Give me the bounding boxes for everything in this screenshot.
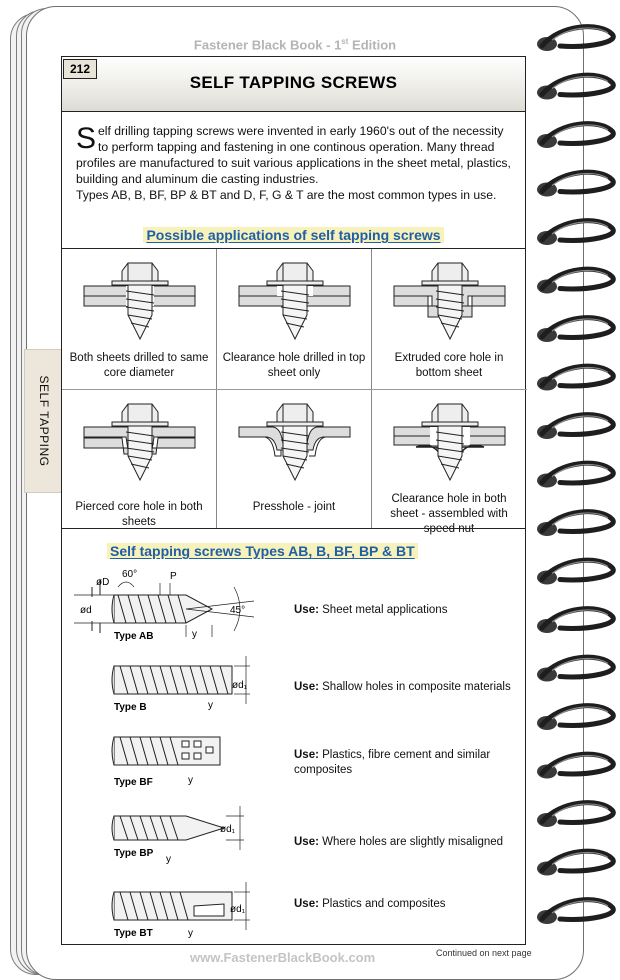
dim-od: ød	[80, 605, 92, 616]
book-title-suffix: Edition	[348, 37, 397, 53]
type-bp-diagram	[74, 802, 274, 877]
book-title	[60, 37, 530, 52]
drop-cap: S	[76, 122, 97, 155]
dim-y: y	[166, 854, 171, 865]
dim-od1: ød₁	[232, 680, 248, 691]
application-cell-extruded	[372, 249, 526, 389]
same-core-diagram	[82, 257, 197, 347]
continued-note: Continued on next page	[436, 948, 532, 958]
use-label: Use:	[294, 749, 319, 761]
dim-oD: øD	[96, 577, 110, 588]
divider	[62, 528, 525, 529]
dim-45: 45°	[230, 605, 246, 616]
types-title-text: Self tapping screws Types AB, B, BF, BP & BT	[107, 543, 418, 559]
type-use	[294, 603, 519, 618]
application-cell-speed-nut	[372, 390, 526, 535]
type-use	[294, 748, 519, 778]
types-title	[107, 543, 418, 559]
footer-url[interactable]: www.FastenerBlackBook.com	[190, 950, 376, 965]
dim-od1: ød₁	[230, 904, 246, 915]
applications-title	[62, 227, 525, 243]
type-name: Type BF	[114, 777, 153, 788]
dim-od1: ød₁	[220, 824, 236, 835]
dim-y: y	[188, 928, 193, 939]
type-row-b	[62, 652, 527, 722]
dim-y: y	[192, 629, 197, 640]
intro-paragraph: elf drilling tapping screws were invented in early 1960's out of the necessity to perform tapping and fastening in one continous operation. Many thread profiles are manufactured to suit various applications in the sheet metal, plastics, building and aluminum die casting industries.	[76, 124, 511, 186]
application-cell-pierced	[62, 390, 216, 530]
application-caption: Pierced core hole in both sheets	[75, 501, 203, 528]
applications-title-text: Possible applications of self tapping screws	[143, 227, 443, 243]
clearance-top-diagram	[237, 257, 352, 347]
page-number: 212	[63, 59, 97, 79]
use-label: Use:	[294, 836, 319, 848]
extruded-diagram	[392, 257, 507, 347]
intro-types-line: Types AB, B, BF, BP & BT and D, F, G & T are the most common types in use.	[76, 188, 497, 202]
spiral-binding	[530, 20, 620, 980]
use-label: Use:	[294, 898, 319, 910]
application-cell-clearance-top	[217, 249, 371, 389]
type-b-diagram	[74, 652, 274, 722]
use-text: Sheet metal applications	[322, 604, 448, 616]
use-text: Plastics and composites	[322, 898, 446, 910]
type-row-bp	[62, 802, 527, 877]
type-bf-diagram	[74, 727, 274, 797]
use-label: Use:	[294, 681, 319, 693]
type-name: Type AB	[114, 631, 154, 642]
book-title-text: Fastener Black Book - 1	[193, 37, 342, 53]
type-use	[294, 835, 519, 850]
dim-y: y	[188, 775, 193, 786]
application-caption: Clearance hole drilled in top sheet only	[222, 352, 366, 379]
dim-60: 60°	[122, 569, 138, 580]
use-label: Use:	[294, 604, 319, 616]
application-caption: Both sheets drilled to same core diameter	[69, 352, 209, 379]
application-cell-same-core	[62, 249, 216, 389]
content-frame	[61, 56, 526, 945]
intro-text	[76, 123, 516, 203]
page-title: SELF TAPPING SCREWS	[189, 73, 398, 92]
side-tab[interactable]	[24, 349, 64, 493]
page-header	[62, 57, 525, 112]
type-row-bt	[62, 882, 527, 944]
application-caption: Presshole - joint	[252, 501, 336, 513]
type-row-ab	[62, 567, 527, 647]
type-bt-diagram	[74, 882, 274, 944]
use-text: Plastics, fibre cement and similar composites	[294, 749, 491, 776]
use-text: Where holes are slightly misaligned	[322, 836, 504, 848]
presshole-diagram	[237, 398, 352, 488]
pierced-diagram	[82, 398, 197, 488]
dim-p: P	[170, 571, 177, 582]
type-row-bf	[62, 727, 527, 797]
use-text: Shallow holes in composite materials	[322, 681, 511, 693]
type-use	[294, 680, 519, 695]
dim-y: y	[208, 700, 213, 711]
application-cell-presshole	[217, 390, 371, 530]
type-use	[294, 897, 519, 912]
type-name: Type BT	[114, 928, 153, 939]
application-caption: Extruded core hole in bottom sheet	[394, 352, 504, 379]
type-name: Type BP	[114, 848, 154, 859]
type-name: Type B	[114, 702, 147, 713]
side-tab-label: SELF TAPPING	[37, 375, 51, 467]
book-title-sup: st	[341, 37, 349, 46]
speed-nut-diagram	[392, 398, 507, 488]
type-ab-diagram	[74, 567, 274, 647]
application-caption: Clearance hole in both sheet - assembled with speed nut	[390, 493, 508, 535]
